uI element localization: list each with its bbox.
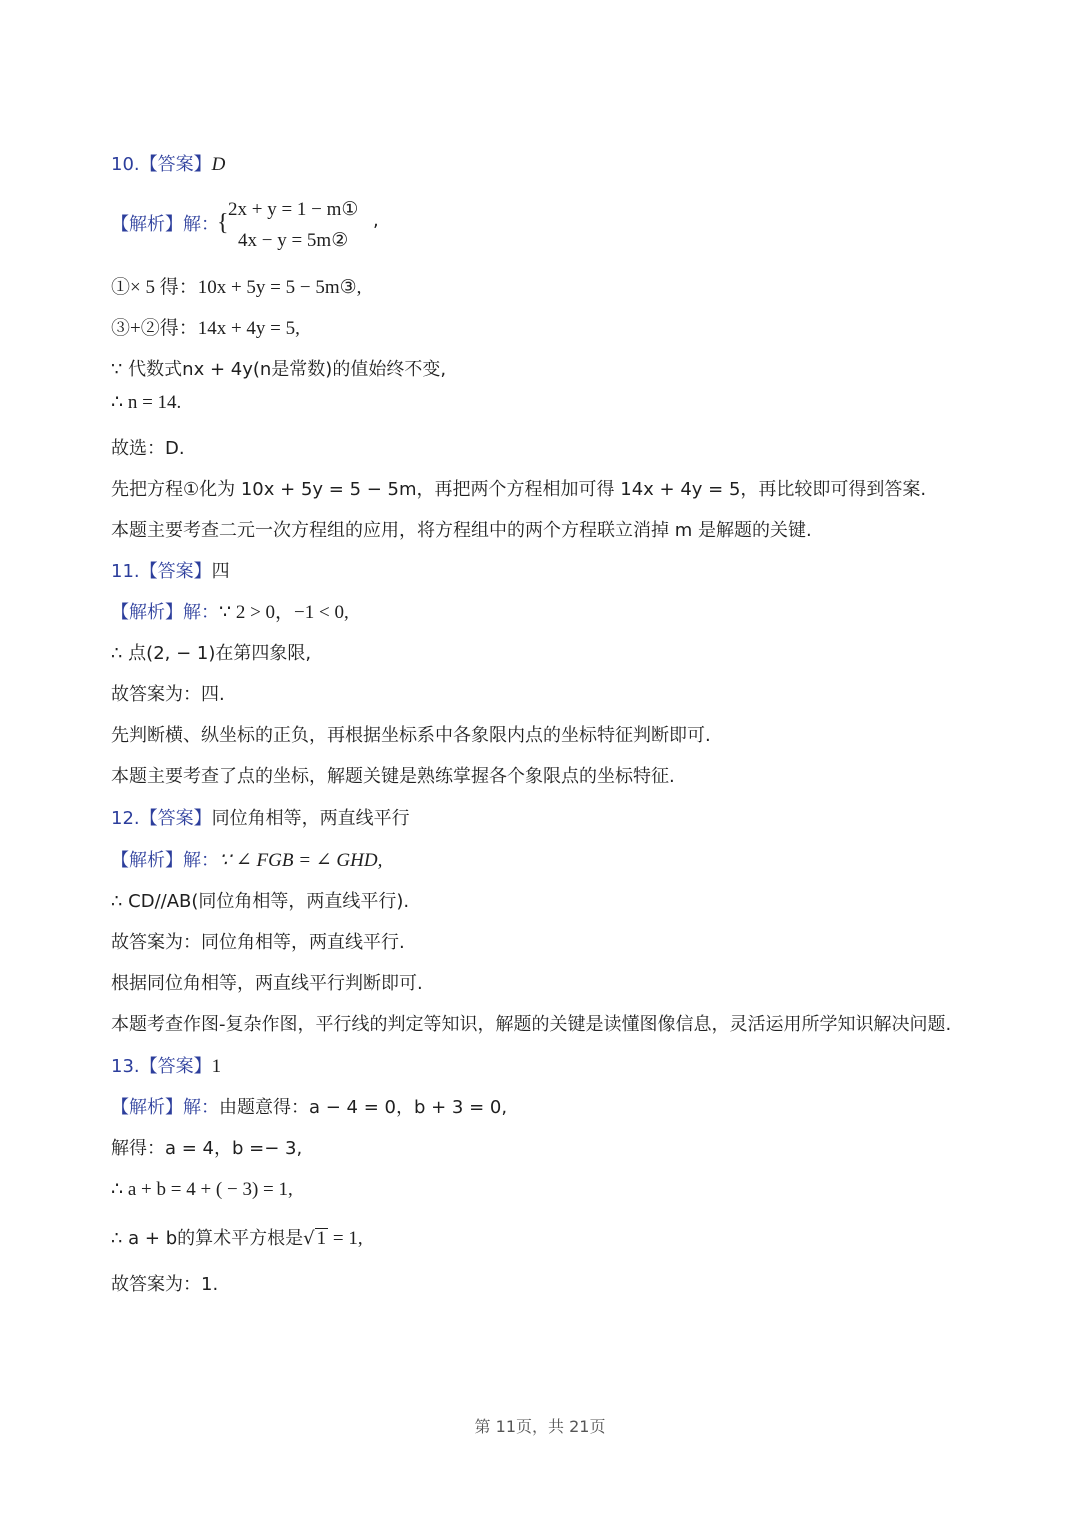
q12-answer-line [111, 806, 410, 832]
q10-analysis-label: 【解析】解： [111, 214, 219, 235]
q11-step-1: ∵ 2 > 0，−1 < 0, [219, 602, 349, 623]
left-brace-icon: { [217, 210, 229, 236]
q11-summary: 本题主要考查了点的坐标，解题关键是熟练掌握各个象限点的坐标特征. [111, 766, 675, 787]
q13-analysis-label: 【解析】解： [111, 1097, 219, 1118]
q12-analysis-line [111, 848, 382, 874]
sqrt-radicand: 1 [316, 1228, 327, 1249]
q13-answer-label: 13.【答案】 [111, 1056, 212, 1077]
q13-step-4-result: = 1, [328, 1228, 363, 1249]
q12-step-1: ∵ ∠ FGB = ∠ GHD, [219, 850, 383, 871]
q13-final: 故答案为：1. [111, 1274, 219, 1295]
q11-answer-line [111, 559, 230, 585]
q10-step-1: ①× 5 得：10x + 5y = 5 − 5m③, [111, 277, 362, 298]
q13-step-4 [111, 1226, 363, 1252]
q11-answer: 四 [211, 561, 230, 582]
q10-answer-label: 10.【答案】 [111, 154, 212, 175]
q13-step-4-text: ∴ a + b的算术平方根是√ [111, 1228, 315, 1249]
q10-step-4: ∴ n = 14. [111, 392, 182, 413]
q12-step-2: ∴ CD//AB(同位角相等，两直线平行). [111, 891, 410, 912]
q11-final: 故答案为：四. [111, 684, 225, 705]
q11-analysis-line [111, 600, 349, 626]
q12-answer-label: 12.【答案】 [111, 808, 212, 829]
q13-answer: 1 [211, 1056, 222, 1077]
q10-choice: 故选：D. [111, 438, 185, 459]
q13-analysis-line [111, 1095, 507, 1121]
q12-analysis-label: 【解析】解： [111, 850, 219, 871]
q13-step-2: 解得：a = 4，b =− 3, [111, 1138, 303, 1159]
q10-equation-1: 2x + y = 1 − m① [228, 199, 359, 220]
q12-final: 故答案为：同位角相等，两直线平行. [111, 932, 405, 953]
q10-summary: 本题主要考查二元一次方程组的应用，将方程组中的两个方程联立消掉 m 是解题的关键. [111, 520, 812, 541]
q12-method: 根据同位角相等，两直线平行判断即可. [111, 973, 423, 994]
q12-summary: 本题考查作图-复杂作图，平行线的判定等知识，解题的关键是读懂图像信息，灵活运用所学知识解决问题. [111, 1014, 952, 1035]
q11-analysis-label: 【解析】解： [111, 602, 219, 623]
q10-answer: D [211, 154, 226, 175]
q11-answer-label: 11.【答案】 [111, 561, 212, 582]
q13-step-3: ∴ a + b = 4 + ( − 3) = 1, [111, 1179, 293, 1200]
q10-step-3: ∵ 代数式nx + 4y(n是常数)的值始终不变, [111, 359, 447, 380]
q12-answer: 同位角相等，两直线平行 [211, 808, 410, 829]
q10-answer-line [111, 152, 225, 178]
q10-equation-system [111, 196, 511, 260]
q13-step-1: 由题意得：a − 4 = 0，b + 3 = 0, [219, 1097, 508, 1118]
q13-answer-line [111, 1054, 221, 1080]
q11-method: 先判断横、纵坐标的正负，再根据坐标系中各象限内点的坐标特征判断即可. [111, 725, 711, 746]
q10-equation-2: 4x − y = 5m② [238, 230, 349, 251]
page-number: 第 11页，共 21页 [474, 1417, 606, 1436]
q10-system-comma: , [373, 210, 379, 231]
q11-step-2: ∴ 点(2, − 1)在第四象限, [111, 643, 312, 664]
q10-step-2: ③+②得：14x + 4y = 5, [111, 318, 300, 339]
q10-method: 先把方程①化为 10x + 5y = 5 − 5m，再把两个方程相加可得 14x + 4y = 5，再比较即可得到答案. [111, 479, 927, 500]
